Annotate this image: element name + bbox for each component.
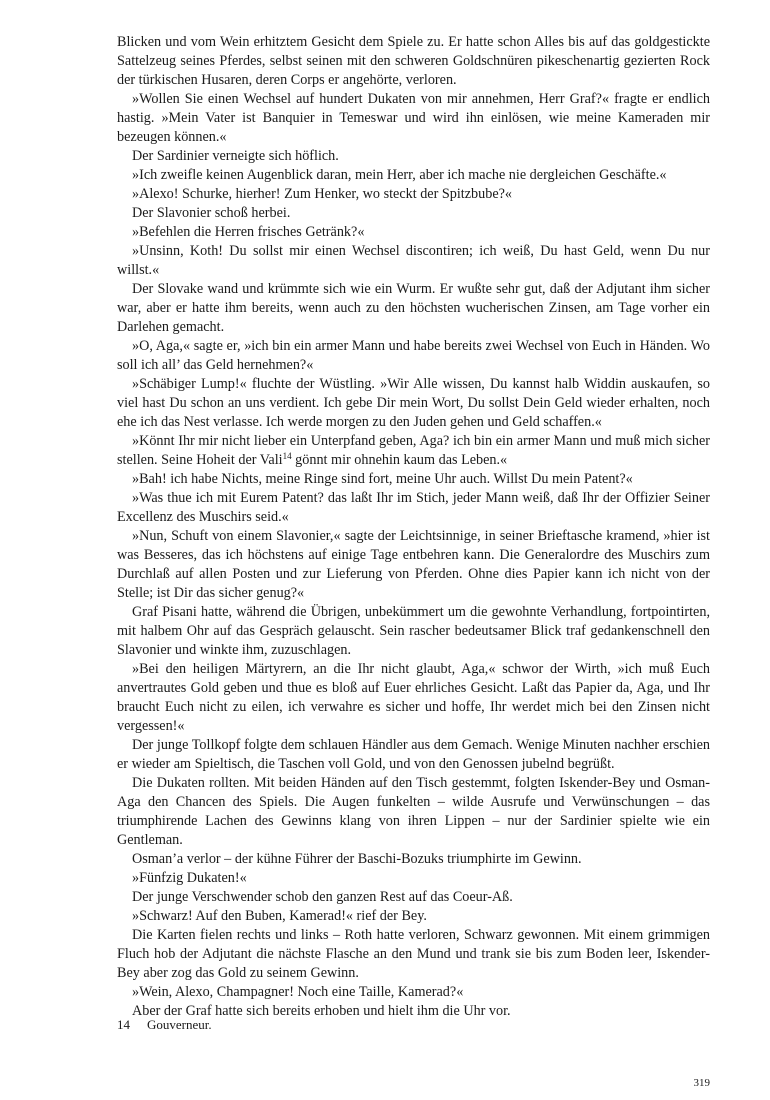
footnote: [117, 1016, 212, 1033]
paragraph-15: »Nun, Schuft von einem Slavonier,« sagte der Leichtsinnige, in seiner Brieftasche kramend, »hier ist was Besseres, das ich höchstens auf einige Tage entbehren kann. Die Generalordre des Muschirs zum Durchlaß auf allen Posten und zur Lieferung von Pferden. Ohne dies Papier kann ich nicht von der Stelle; ist Dir das sicher genug?«: [117, 528, 710, 601]
paragraph-12-text-before: »Könnt Ihr mir nicht lieber ein Unterpfand geben, Aga? ich bin ein armer Mann und muß mich sicher stellen. Seine Hoheit der Vali: [117, 433, 710, 468]
paragraph-26: Aber der Graf hatte sich bereits erhoben und hielt ihm die Uhr vor.: [132, 1003, 511, 1019]
paragraph-2: »Wollen Sie einen Wechsel auf hundert Dukaten von mir annehmen, Herr Graf?« fragte er endlich hastig. »Mein Vater ist Banquier in Temeswar und wird ihn einlösen, wie meine Kameraden mir bezeugen können.«: [117, 91, 710, 145]
paragraph-25: »Wein, Alexo, Champagner! Noch eine Taille, Kamerad?«: [132, 984, 464, 1000]
paragraph-1: Blicken und vom Wein erhitztem Gesicht dem Spiele zu. Er hatte schon Alles bis auf das goldgestickte Sattelzeug seines Pferdes, selbst seinen mit den schweren Goldschnüren pikeschenartig gezierten Rock der türkischen Husaren, deren Corps er angehörte, verloren.: [117, 34, 710, 88]
paragraph-23: »Schwarz! Auf den Buben, Kamerad!« rief der Bey.: [132, 908, 427, 924]
footnote-number: 14: [117, 1017, 130, 1032]
paragraph-14: »Was thue ich mit Eurem Patent? das laßt Ihr im Stich, jeder Mann weiß, daß Ihr der Offizier Seiner Excellenz des Muschirs seid.«: [117, 490, 710, 525]
paragraph-6: Der Slavonier schoß herbei.: [132, 205, 291, 221]
paragraph-12-text-after: gönnt mir ohnehin kaum das Leben.«: [291, 452, 508, 468]
paragraph-11: »Schäbiger Lump!« fluchte der Wüstling. »Wir Alle wissen, Du kannst halb Widdin auskaufen, so viel hast Du schon an uns verdient. Ich gebe Dir mein Wort, Du sollst Dein Geld wieder erhalten, noch ehe ich das Nest verlasse. Ich werde morgen zu den Juden gehen und Geld schaffen.«: [117, 376, 710, 430]
paragraph-5: »Alexo! Schurke, hierher! Zum Henker, wo steckt der Spitzbube?«: [132, 186, 513, 202]
paragraph-9: Der Slovake wand und krümmte sich wie ein Wurm. Er wußte sehr gut, daß der Adjutant ihm sicher war, aber er hatte ihm bereits, wenn auch zu den höchsten wucherischen Zinsen, am Tage vorher ein Darlehen gemacht.: [117, 281, 710, 335]
paragraph-10: »O, Aga,« sagte er, »ich bin ein armer Mann und habe bereits zwei Wechsel von Euch in Händen. Wo soll ich all’ das Geld hernehmen?«: [117, 338, 710, 373]
paragraph-19: Die Dukaten rollten. Mit beiden Händen auf den Tisch gestemmt, folgten Iskender-Bey und Osman-Aga den Chancen des Spiels. Die Augen funkelten – wilde Ausrufe und Verwünschungen – das triumphirende Lachen des Gewinns klang von ihren Lippen – nur der Sardinier spielte wie ein Gentleman.: [117, 775, 710, 848]
paragraph-3: Der Sardinier verneigte sich höflich.: [132, 148, 339, 164]
paragraph-21: »Fünfzig Dukaten!«: [132, 870, 247, 886]
paragraph-20: Osman’a verlor – der kühne Führer der Baschi-Bozuks triumphirte im Gewinn.: [132, 851, 582, 867]
paragraph-13: »Bah! ich habe Nichts, meine Ringe sind fort, meine Uhr auch. Willst Du mein Patent?«: [132, 471, 633, 487]
footnote-text: Gouverneur.: [147, 1017, 212, 1032]
paragraph-18: Der junge Tollkopf folgte dem schlauen Händler aus dem Gemach. Wenige Minuten nachher erschien er wieder am Spieltisch, die Taschen voll Gold, und von den Genossen jubelnd begrüßt.: [117, 737, 710, 772]
paragraph-8: »Unsinn, Koth! Du sollst mir einen Wechsel discontiren; ich weiß, Du hast Geld, wenn Du nur willst.«: [117, 243, 710, 278]
paragraph-16: Graf Pisani hatte, während die Übrigen, unbekümmert um die gewohnte Verhandlung, fortpointirten, mit halbem Ohr auf das Gespräch gelauscht. Sein rascher bedeutsamer Blick traf gedankenschnell den Slavonier und winkte ihm, zuzuschlagen.: [117, 604, 710, 658]
body-text: [117, 33, 710, 1021]
footnote-marker: 14: [282, 451, 292, 461]
paragraph-12: [117, 432, 710, 470]
paragraph-4: »Ich zweifle keinen Augenblick daran, mein Herr, aber ich mache nie dergleichen Geschäfte.«: [132, 167, 667, 183]
paragraph-22: Der junge Verschwender schob den ganzen Rest auf das Coeur-Aß.: [132, 889, 513, 905]
paragraph-17: »Bei den heiligen Märtyrern, an die Ihr nicht glaubt, Aga,« schwor der Wirth, »ich muß Euch anvertrautes Gold geben und thue es bloß auf Euer ehrliches Gesicht. Laßt das Papier da, Aga, und Ihr braucht Euch nicht zu eilen, ich verwahre es sicher und hoffe, Ihr werdet mich bei den Zinsen nicht vergessen!«: [117, 661, 710, 734]
paragraph-7: »Befehlen die Herren frisches Getränk?«: [132, 224, 365, 240]
paragraph-24: Die Karten fielen rechts und links – Roth hatte verloren, Schwarz gewonnen. Mit einem grimmigen Fluch hob der Adjutant die nächste Flasche an den Mund und trank sie bis zum Boden leer, Iskender-Bey aber zog das Gold zu seinem Gewinn.: [117, 927, 710, 981]
page-number: 319: [693, 1077, 710, 1089]
